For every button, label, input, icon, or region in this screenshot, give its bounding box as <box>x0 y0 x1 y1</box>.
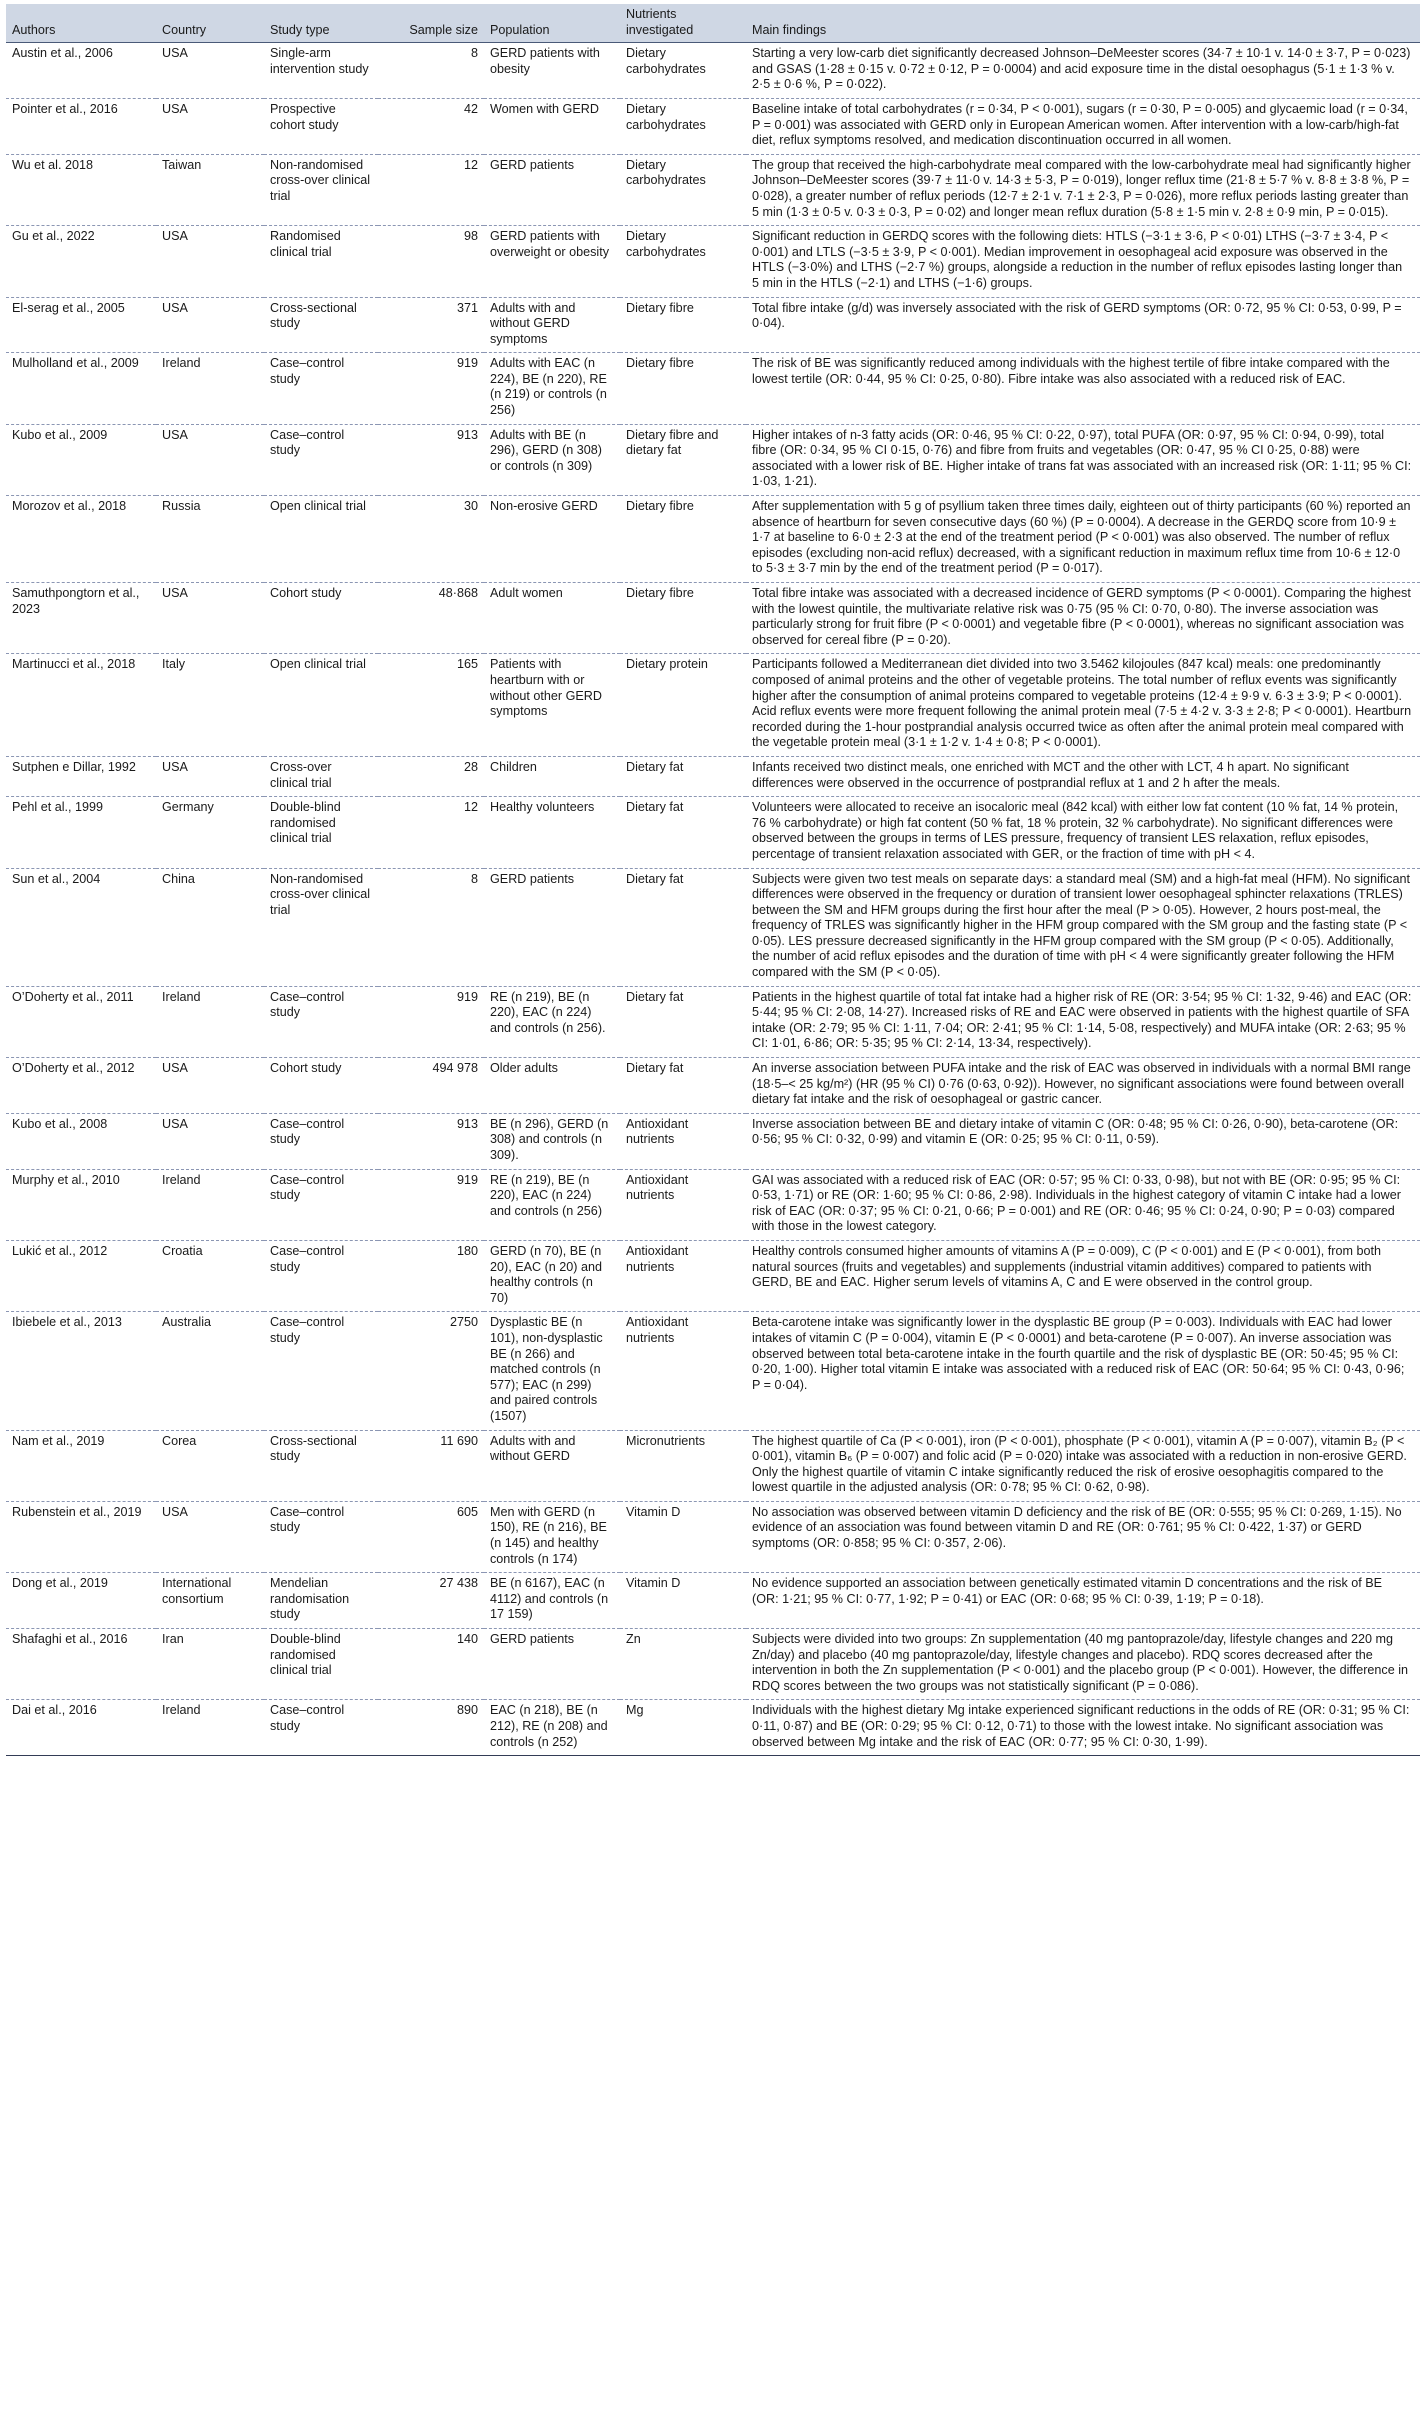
cell-sample-size: 890 <box>378 1700 484 1756</box>
cell-main-findings: Higher intakes of n-3 fatty acids (OR: 0·46, 95 % CI: 0·22, 0·97), total PUFA (OR: 0·97, 95 % CI: 0·94, 0·99), total fibre (OR: 0·34, 95 % CI 0·15, 0·76) and fibre from fruits and vegetables (OR: 0·47, 95 % CI 0·25, 0·88) were associated with a lower risk of BE. Higher intake of trans fat was associated with an increased risk (OR: 1·11; 95 % CI: 1·03, 1·21). <box>746 424 1420 495</box>
table-row <box>6 98 1420 154</box>
table-row <box>6 1629 1420 1700</box>
cell-sample-size: 12 <box>378 797 484 868</box>
cell-sample-size: 48·868 <box>378 583 484 654</box>
cell-sample-size: 2750 <box>378 1312 484 1430</box>
cell-study-type: Double-blind randomised clinical trial <box>264 797 378 868</box>
cell-nutrients: Mg <box>620 1700 746 1756</box>
cell-authors: Kubo et al., 2008 <box>6 1113 156 1169</box>
cell-sample-size: 913 <box>378 1113 484 1169</box>
cell-population: Dysplastic BE (n 101), non-dysplastic BE (n 266) and matched controls (n 577); EAC (n 299) and paired controls (1507) <box>484 1312 620 1430</box>
cell-nutrients: Dietary fibre <box>620 297 746 353</box>
cell-study-type: Case–control study <box>264 1169 378 1240</box>
cell-main-findings: Participants followed a Mediterranean diet divided into two 3.5462 kilojoules (847 kcal) meals: one predominantly composed of animal proteins and the other of vegetable proteins. The total number of reflux events was significantly higher after the consumption of animal proteins compared to vegetable proteins (12·4 ± 9·9 v. 6·3 ± 3·9; P < 0·0001). Acid reflux events were more frequent following the animal protein meal (7·5 ± 4·2 v. 3·3 ± 2·8; P < 0·0001). Heartburn recorded during the 1-hour postprandial analysis occurred twice as often after the animal protein meal compared with the vegetable protein meal (3·1 ± 1·2 v. 1·4 ± 0·8; P < 0·0001). <box>746 654 1420 757</box>
cell-sample-size: 494 978 <box>378 1058 484 1114</box>
cell-authors: Austin et al., 2006 <box>6 43 156 99</box>
cell-sample-size: 371 <box>378 297 484 353</box>
cell-population: EAC (n 218), BE (n 212), RE (n 208) and controls (n 252) <box>484 1700 620 1756</box>
cell-authors: Samuthpongtorn et al., 2023 <box>6 583 156 654</box>
cell-study-type: Open clinical trial <box>264 654 378 757</box>
cell-nutrients: Dietary protein <box>620 654 746 757</box>
cell-main-findings: Significant reduction in GERDQ scores with the following diets: HTLS (−3·1 ± 3·6, P < 0·01) LTHS (−3·7 ± 3·4, P < 0·001) and LTLS (−3·5 ± 3·9, P < 0·001). Median improvement in oesophageal acid exposure was observed in the HTLS (−3·0%) and LTHS (−2·7 %) groups, alongside a reduction in the number of reflux episodes lasting longer than 5 min in the HTLS (−2·1) and LTHS (−1·6) groups. <box>746 226 1420 297</box>
cell-main-findings: No association was observed between vitamin D deficiency and the risk of BE (OR: 0·555; 95 % CI: 0·269, 1·15). No evidence of an association was found between vitamin D and RE (OR: 0·761; 95 % CI: 0·422, 1·37) or GERD symptoms (OR: 0·858; 95 % CI: 0·357, 2·06). <box>746 1501 1420 1572</box>
table-row <box>6 756 1420 796</box>
cell-country: USA <box>156 583 264 654</box>
cell-nutrients: Dietary fibre <box>620 353 746 424</box>
cell-main-findings: Subjects were divided into two groups: Zn supplementation (40 mg pantoprazole/day, lifestyle changes and 220 mg Zn/day) and placebo (40 mg pantoprazole/day, lifestyle changes and placebo). RDQ scores decreased after the intervention in both the Zn supplementation (P < 0·001) and the placebo group (P < 0·001). However, the difference in RDQ scores between the two groups was not statistically significant (P = 0·086). <box>746 1629 1420 1700</box>
cell-study-type: Single-arm intervention study <box>264 43 378 99</box>
cell-nutrients: Micronutrients <box>620 1430 746 1501</box>
cell-study-type: Double-blind randomised clinical trial <box>264 1629 378 1700</box>
cell-sample-size: 913 <box>378 424 484 495</box>
cell-study-type: Case–control study <box>264 353 378 424</box>
cell-country: Croatia <box>156 1240 264 1311</box>
cell-sample-size: 8 <box>378 43 484 99</box>
cell-authors: Morozov et al., 2018 <box>6 496 156 583</box>
header-study-type: Study type <box>264 4 378 43</box>
cell-population: Adults with BE (n 296), GERD (n 308) or controls (n 309) <box>484 424 620 495</box>
cell-country: USA <box>156 98 264 154</box>
cell-main-findings: Individuals with the highest dietary Mg intake experienced significant reductions in the odds of RE (OR: 0·31; 95 % CI: 0·11, 0·87) and BE (OR: 0·29; 95 % CI: 0·12, 0·71) to those with the lowest intake. No significant association was observed between Mg intake and the risk of EAC (OR: 0·77; 95 % CI: 0·30, 1·99). <box>746 1700 1420 1756</box>
cell-main-findings: Baseline intake of total carbohydrates (r = 0·34, P < 0·001), sugars (r = 0·30, P = 0·005) and glycaemic load (r = 0·34, P = 0·001) was associated with GERD only in European American women. After intervention with a low-carb/high-fat diet, reflux symptoms resolved, and medication discontinuation occurred in all women. <box>746 98 1420 154</box>
cell-main-findings: Total fibre intake (g/d) was inversely associated with the risk of GERD symptoms (OR: 0·72, 95 % CI: 0·53, 0·99, P = 0·04). <box>746 297 1420 353</box>
cell-country: USA <box>156 43 264 99</box>
header-country: Country <box>156 4 264 43</box>
cell-country: Ireland <box>156 1700 264 1756</box>
table-row <box>6 43 1420 99</box>
cell-country: USA <box>156 1058 264 1114</box>
cell-sample-size: 42 <box>378 98 484 154</box>
table-row <box>6 1573 1420 1629</box>
cell-country: International consortium <box>156 1573 264 1629</box>
cell-population: Men with GERD (n 150), RE (n 216), BE (n 145) and healthy controls (n 174) <box>484 1501 620 1572</box>
table-row <box>6 1113 1420 1169</box>
cell-main-findings: The group that received the high-carbohydrate meal compared with the low-carbohydrate meal had significantly higher Johnson–DeMeester scores (39·7 ± 11·0 v. 14·3 ± 5·3, P = 0·019), longer reflux time (21·8 ± 5·7 % v. 8·8 ± 3·8 %, P = 0·028), a greater number of reflux periods (12·7 ± 2·1 v. 7·1 ± 2·3, P = 0·026), more reflux periods lasting greater than 5 min (1·3 ± 0·5 v. 0·3 ± 0·3, P = 0·02) and longer mean reflux duration (5·8 ± 1·5 min v. 2·8 ± 0·9 min, P = 0·015). <box>746 154 1420 225</box>
cell-study-type: Case–control study <box>264 1501 378 1572</box>
cell-authors: Wu et al. 2018 <box>6 154 156 225</box>
cell-population: GERD patients <box>484 868 620 986</box>
table-row <box>6 297 1420 353</box>
cell-nutrients: Dietary fibre and dietary fat <box>620 424 746 495</box>
table-row <box>6 654 1420 757</box>
cell-population: RE (n 219), BE (n 220), EAC (n 224) and controls (n 256). <box>484 986 620 1057</box>
cell-study-type: Cross-sectional study <box>264 1430 378 1501</box>
table-row <box>6 868 1420 986</box>
cell-country: Ireland <box>156 986 264 1057</box>
cell-nutrients: Dietary carbohydrates <box>620 226 746 297</box>
table-row <box>6 797 1420 868</box>
cell-study-type: Case–control study <box>264 1312 378 1430</box>
cell-nutrients: Dietary fat <box>620 986 746 1057</box>
cell-nutrients: Antioxidant nutrients <box>620 1312 746 1430</box>
cell-population: GERD patients with obesity <box>484 43 620 99</box>
cell-authors: El-serag et al., 2005 <box>6 297 156 353</box>
cell-sample-size: 12 <box>378 154 484 225</box>
cell-sample-size: 919 <box>378 353 484 424</box>
cell-study-type: Non-randomised cross-over clinical trial <box>264 154 378 225</box>
cell-main-findings: Volunteers were allocated to receive an isocaloric meal (842 kcal) with either low fat content (10 % fat, 14 % protein, 76 % carbohydrate) or high fat content (50 % fat, 18 % protein, 32 % carbohydrate). No significant differences were observed between the groups in terms of LES pressure, frequency of transient LES relaxation, reflux episodes, percentage of transient relaxation associated with GER, or the fraction of time with pH < 4. <box>746 797 1420 868</box>
cell-country: China <box>156 868 264 986</box>
cell-authors: Ibiebele et al., 2013 <box>6 1312 156 1430</box>
cell-population: BE (n 296), GERD (n 308) and controls (n 309). <box>484 1113 620 1169</box>
cell-study-type: Cross-over clinical trial <box>264 756 378 796</box>
cell-sample-size: 98 <box>378 226 484 297</box>
cell-nutrients: Dietary carbohydrates <box>620 154 746 225</box>
cell-population: Women with GERD <box>484 98 620 154</box>
cell-population: GERD patients with overweight or obesity <box>484 226 620 297</box>
cell-authors: Rubenstein et al., 2019 <box>6 1501 156 1572</box>
cell-population: Adults with EAC (n 224), BE (n 220), RE (n 219) or controls (n 256) <box>484 353 620 424</box>
table-row <box>6 1430 1420 1501</box>
cell-country: Italy <box>156 654 264 757</box>
cell-nutrients: Dietary carbohydrates <box>620 43 746 99</box>
header-main-findings: Main findings <box>746 4 1420 43</box>
cell-sample-size: 605 <box>378 1501 484 1572</box>
cell-study-type: Cohort study <box>264 1058 378 1114</box>
cell-study-type: Case–control study <box>264 1700 378 1756</box>
table-row <box>6 1169 1420 1240</box>
cell-nutrients: Antioxidant nutrients <box>620 1240 746 1311</box>
header-nutrients: Nutrients investigated <box>620 4 746 43</box>
header-authors: Authors <box>6 4 156 43</box>
cell-nutrients: Dietary fat <box>620 868 746 986</box>
table-header <box>6 4 1420 43</box>
cell-nutrients: Dietary fat <box>620 797 746 868</box>
cell-population: Adults with and without GERD <box>484 1430 620 1501</box>
cell-main-findings: After supplementation with 5 g of psyllium taken three times daily, eighteen out of thirty participants (60 %) reported an absence of heartburn for seven consecutive days (60 %) (P = 0·0004). A decrease in the GERDQ score from 10·9 ± 1·7 at baseline to 6·0 ± 2·3 at the end of the treatment period (P < 0·001) was also observed. The number of reflux episodes (excluding non-acid reflux) decreased, with a significant reduction in maximum reflux time from 10·6 ± 12·0 to 5·3 ± 3·7 min by the end of the treatment period (P = 0·017). <box>746 496 1420 583</box>
cell-country: Australia <box>156 1312 264 1430</box>
cell-nutrients: Dietary fat <box>620 1058 746 1114</box>
cell-country: Ireland <box>156 1169 264 1240</box>
cell-nutrients: Dietary carbohydrates <box>620 98 746 154</box>
cell-main-findings: Starting a very low-carb diet significantly decreased Johnson–DeMeester scores (34·7 ± 10·1 v. 14·0 ± 3·7, P = 0·023) and GSAS (1·28 ± 0·15 v. 0·72 ± 0·12, P = 0·0004) and acid exposure time in the distal oesophagus (5·1 ± 1·3 % v. 2·5 ± 0·6 %, P = 0·022). <box>746 43 1420 99</box>
table-row <box>6 986 1420 1057</box>
cell-population: Patients with heartburn with or without other GERD symptoms <box>484 654 620 757</box>
cell-sample-size: 140 <box>378 1629 484 1700</box>
cell-nutrients: Vitamin D <box>620 1573 746 1629</box>
cell-country: USA <box>156 1113 264 1169</box>
cell-main-findings: The highest quartile of Ca (P < 0·001), iron (P < 0·001), phosphate (P < 0·001), vitamin A (P = 0·007), vitamin B₂ (P < 0·001), vitamin B₆ (P = 0·007) and folic acid (P = 0·020) intake was associated with a reduction in non-erosive GERD. Only the highest quartile of vitamin C intake significantly reduced the risk of erosive oesophagitis compared to the lowest quartile in the adjusted analysis (OR: 0·78; 95 % CI: 0·62, 0·98). <box>746 1430 1420 1501</box>
cell-population: GERD patients <box>484 1629 620 1700</box>
cell-nutrients: Dietary fat <box>620 756 746 796</box>
table-row <box>6 1501 1420 1572</box>
cell-country: USA <box>156 297 264 353</box>
cell-population: Non-erosive GERD <box>484 496 620 583</box>
cell-population: Children <box>484 756 620 796</box>
cell-study-type: Non-randomised cross-over clinical trial <box>264 868 378 986</box>
cell-sample-size: 11 690 <box>378 1430 484 1501</box>
cell-study-type: Case–control study <box>264 424 378 495</box>
cell-sample-size: 919 <box>378 986 484 1057</box>
cell-authors: Nam et al., 2019 <box>6 1430 156 1501</box>
cell-country: Ireland <box>156 353 264 424</box>
cell-population: Adult women <box>484 583 620 654</box>
cell-country: Iran <box>156 1629 264 1700</box>
cell-main-findings: Total fibre intake was associated with a decreased incidence of GERD symptoms (P < 0·0001). Comparing the highest with the lowest quintile, the multivariate relative risk was 0·75 (95 % CI: 0·70, 0·80). The inverse association was particularly strong for fruit fibre (P < 0·0001) and vegetable fibre (P < 0·0001), whereas no significant association was observed for cereal fibre (P = 0·20). <box>746 583 1420 654</box>
cell-country: Corea <box>156 1430 264 1501</box>
cell-population: Healthy volunteers <box>484 797 620 868</box>
cell-authors: Sutphen e Dillar, 1992 <box>6 756 156 796</box>
cell-country: USA <box>156 1501 264 1572</box>
cell-authors: Pointer et al., 2016 <box>6 98 156 154</box>
cell-authors: Martinucci et al., 2018 <box>6 654 156 757</box>
cell-main-findings: Healthy controls consumed higher amounts of vitamins A (P = 0·009), C (P < 0·001) and E (P < 0·001), from both natural sources (fruits and vegetables) and supplements (industrial vitamin additives) compared to patients with GERD, BE and EAC. Higher serum levels of vitamins A, C and E were observed in the control group. <box>746 1240 1420 1311</box>
cell-country: Germany <box>156 797 264 868</box>
table-row <box>6 226 1420 297</box>
cell-main-findings: Inverse association between BE and dietary intake of vitamin C (OR: 0·48; 95 % CI: 0·26, 0·90), beta-carotene (OR: 0·56; 95 % CI: 0·32, 0·99) and vitamin E (OR: 0·25; 95 % CI: 0·11, 0·59). <box>746 1113 1420 1169</box>
header-population: Population <box>484 4 620 43</box>
cell-main-findings: Infants received two distinct meals, one enriched with MCT and the other with LCT, 4 h apart. No significant differences were observed in the occurrence of postprandial reflux at 1 and 2 h after the meals. <box>746 756 1420 796</box>
cell-sample-size: 30 <box>378 496 484 583</box>
cell-population: RE (n 219), BE (n 220), EAC (n 224) and controls (n 256) <box>484 1169 620 1240</box>
table-row <box>6 583 1420 654</box>
cell-authors: Gu et al., 2022 <box>6 226 156 297</box>
cell-country: USA <box>156 424 264 495</box>
table-row <box>6 154 1420 225</box>
cell-study-type: Case–control study <box>264 1113 378 1169</box>
cell-main-findings: The risk of BE was significantly reduced among individuals with the highest tertile of fibre intake compared with the lowest tertile (OR: 0·44, 95 % CI: 0·25, 0·80). Fibre intake was also associated with a reduced risk of EAC. <box>746 353 1420 424</box>
cell-study-type: Cohort study <box>264 583 378 654</box>
table-row <box>6 424 1420 495</box>
cell-population: GERD patients <box>484 154 620 225</box>
cell-sample-size: 8 <box>378 868 484 986</box>
table-row <box>6 496 1420 583</box>
cell-sample-size: 919 <box>378 1169 484 1240</box>
cell-sample-size: 27 438 <box>378 1573 484 1629</box>
table-row <box>6 1700 1420 1756</box>
cell-sample-size: 180 <box>378 1240 484 1311</box>
cell-sample-size: 28 <box>378 756 484 796</box>
cell-authors: O’Doherty et al., 2012 <box>6 1058 156 1114</box>
table-row <box>6 353 1420 424</box>
cell-main-findings: Subjects were given two test meals on separate days: a standard meal (SM) and a high-fat meal (HFM). No significant differences were observed in the frequency or duration of transient lower oesophageal sphincter relaxations (TRLES) between the SM and HFM groups during the first hour after the meal (P > 0·05). However, 2 hours post-meal, the frequency of TRLES was significantly higher in the HFM group compared with the SM group and the fasting state (P < 0·05). LES pressure decreased significantly in the HFM group compared with the SM group (P < 0·05). Additionally, the number of acid reflux episodes and the duration of time with pH < 4 were significantly greater following the HFM compared with the SM (P < 0·05). <box>746 868 1420 986</box>
cell-nutrients: Vitamin D <box>620 1501 746 1572</box>
cell-authors: Sun et al., 2004 <box>6 868 156 986</box>
cell-authors: Kubo et al., 2009 <box>6 424 156 495</box>
cell-country: USA <box>156 226 264 297</box>
table-row <box>6 1240 1420 1311</box>
cell-main-findings: No evidence supported an association between genetically estimated vitamin D concentrations and the risk of BE (OR: 1·21; 95 % CI: 0·77, 1·92; P = 0·41) or EAC (OR: 0·68; 95 % CI: 0·39, 1·19; P = 0·18). <box>746 1573 1420 1629</box>
cell-nutrients: Zn <box>620 1629 746 1700</box>
cell-authors: Dai et al., 2016 <box>6 1700 156 1756</box>
cell-country: Taiwan <box>156 154 264 225</box>
cell-population: Older adults <box>484 1058 620 1114</box>
cell-country: Russia <box>156 496 264 583</box>
cell-study-type: Case–control study <box>264 1240 378 1311</box>
table-row <box>6 1058 1420 1114</box>
cell-sample-size: 165 <box>378 654 484 757</box>
studies-table <box>6 4 1420 1756</box>
cell-nutrients: Antioxidant nutrients <box>620 1113 746 1169</box>
cell-study-type: Case–control study <box>264 986 378 1057</box>
table-row <box>6 1312 1420 1430</box>
cell-study-type: Cross-sectional study <box>264 297 378 353</box>
cell-population: Adults with and without GERD symptoms <box>484 297 620 353</box>
cell-authors: Mulholland et al., 2009 <box>6 353 156 424</box>
cell-nutrients: Dietary fibre <box>620 583 746 654</box>
cell-authors: Shafaghi et al., 2016 <box>6 1629 156 1700</box>
cell-study-type: Open clinical trial <box>264 496 378 583</box>
cell-population: BE (n 6167), EAC (n 4112) and controls (n 17 159) <box>484 1573 620 1629</box>
cell-study-type: Prospective cohort study <box>264 98 378 154</box>
cell-authors: O’Doherty et al., 2011 <box>6 986 156 1057</box>
cell-study-type: Mendelian randomisation study <box>264 1573 378 1629</box>
table-body <box>6 43 1420 1756</box>
cell-population: GERD (n 70), BE (n 20), EAC (n 20) and healthy controls (n 70) <box>484 1240 620 1311</box>
cell-nutrients: Antioxidant nutrients <box>620 1169 746 1240</box>
cell-main-findings: GAI was associated with a reduced risk of EAC (OR: 0·57; 95 % CI: 0·33, 0·98), but not with BE (OR: 0·95; 95 % CI: 0·53, 1·71) or RE (OR: 1·60; 95 % CI: 0·86, 2·98). Individuals in the highest category of vitamin C intake had a lower risk of EAC (OR: 0·37; 95 % CI: 0·21, 0·66; P = 0·001) and RE (OR: 0·46; 95 % CI: 0·24, 0·90; P = 0·03) compared with those in the lowest category. <box>746 1169 1420 1240</box>
header-row <box>6 4 1420 43</box>
header-sample-size: Sample size <box>378 4 484 43</box>
cell-main-findings: An inverse association between PUFA intake and the risk of EAC was observed in individuals with a normal BMI range (18·5–< 25 kg/m²) (HR (95 % CI) 0·76 (0·63, 0·92)). However, no significant associations were found between overall dietary fat intake and the risk of oesophageal or gastric cancer. <box>746 1058 1420 1114</box>
cell-study-type: Randomised clinical trial <box>264 226 378 297</box>
cell-authors: Lukić et al., 2012 <box>6 1240 156 1311</box>
cell-main-findings: Beta-carotene intake was significantly lower in the dysplastic BE group (P = 0·003). Individuals with EAC had lower intakes of vitamin C (P = 0·004), vitamin E (P < 0·0001) and beta-carotene (P = 0·007). An inverse association was observed between total beta-carotene intake in the fourth quartile and the risk of dysplastic BE (OR: 50·45; 95 % CI: 0·20, 1·00). Higher total vitamin E intake was associated with a reduced risk of EAC (OR: 50·64; 95 % CI: 0·43, 0·96; P = 0·04). <box>746 1312 1420 1430</box>
cell-authors: Murphy et al., 2010 <box>6 1169 156 1240</box>
cell-authors: Pehl et al., 1999 <box>6 797 156 868</box>
cell-main-findings: Patients in the highest quartile of total fat intake had a higher risk of RE (OR: 3·54; 95 % CI: 1·32, 9·46) and EAC (OR: 5·44; 95 % CI: 2·08, 14·27). Increased risks of RE and EAC were observed in patients with the highest quartile of SFA intake (OR: 2·79; 95 % CI: 1·11, 7·04; OR: 2·41; 95 % CI: 1·14, 5·08, respectively) and MUFA intake (OR: 2·63; 95 % CI: 1·01, 6·86; OR: 5·35; 95 % CI: 2·14, 13·34, respectively). <box>746 986 1420 1057</box>
cell-country: USA <box>156 756 264 796</box>
cell-authors: Dong et al., 2019 <box>6 1573 156 1629</box>
cell-nutrients: Dietary fibre <box>620 496 746 583</box>
